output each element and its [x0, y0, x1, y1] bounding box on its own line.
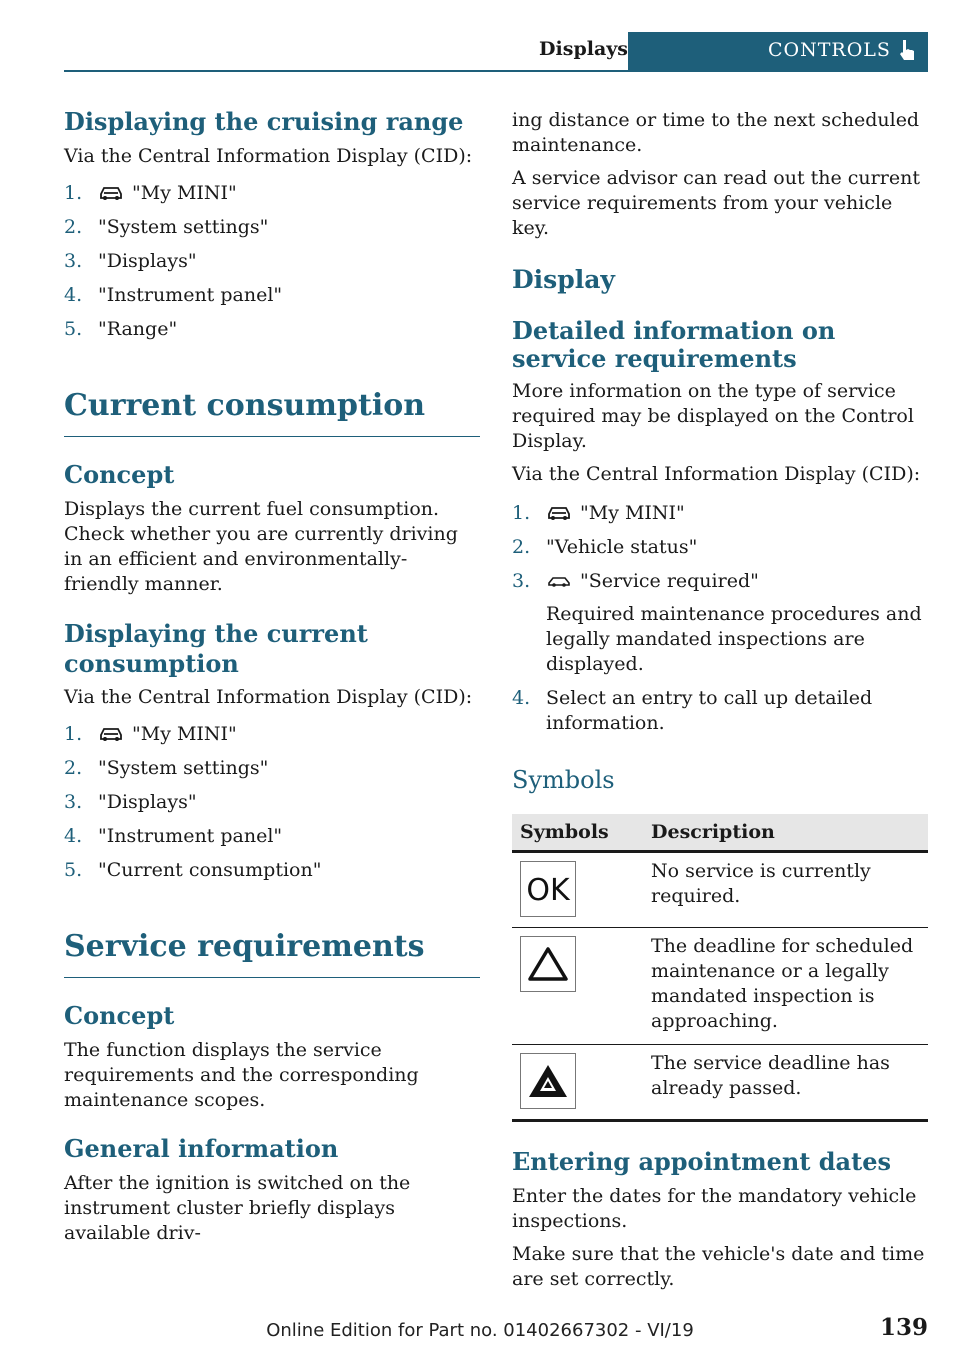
- car-icon: [98, 185, 124, 201]
- concept-title: Concept: [64, 1001, 175, 1030]
- step-text: "Instrument panel": [98, 284, 283, 306]
- detailed-information-text: More information on the type of service required may be displayed on the Control Display.: [512, 380, 914, 452]
- current-consumption-heading: Current consumption: [64, 388, 480, 437]
- symbol-cell: [512, 928, 643, 1045]
- step-text: "Current consumption": [98, 859, 322, 881]
- list-item: [64, 722, 480, 747]
- step-text: "Range": [98, 318, 178, 340]
- ok-symbol-icon: [520, 861, 576, 917]
- step-text: "System settings": [98, 757, 269, 779]
- page-number: 139: [879, 1314, 928, 1341]
- hand-pointer-icon: [896, 38, 918, 64]
- step-text: "Displays": [98, 791, 197, 813]
- table-row: [512, 1045, 928, 1121]
- step-number: 2.: [512, 536, 531, 558]
- list-item: [512, 501, 928, 526]
- step-number: 4.: [64, 284, 83, 306]
- step-number: 1.: [64, 182, 83, 204]
- car-icon: [546, 505, 572, 521]
- concept-title: Concept: [64, 460, 175, 489]
- description-cell: No service is currently required.: [643, 852, 928, 928]
- step-text: "Instrument panel": [98, 825, 283, 847]
- step-text: Select an entry to call up detailed information.: [546, 687, 873, 734]
- display-consumption-intro: Via the Central Information Display (CID):: [64, 686, 473, 708]
- symbol-cell: [512, 1045, 643, 1121]
- description-cell: The service deadline has already passed.: [643, 1045, 928, 1121]
- list-item: [64, 283, 480, 308]
- cruising-range-title: Displaying the cruising range: [64, 107, 464, 136]
- step-text: "Displays": [98, 250, 197, 272]
- service-steps: [512, 501, 928, 736]
- right-column: [512, 108, 928, 1292]
- step-number: 1.: [64, 723, 83, 745]
- step-number: 3.: [64, 250, 83, 272]
- appointment-dates-title: Entering appointment dates: [512, 1147, 891, 1176]
- table-row: [512, 928, 928, 1045]
- concept-text: The function displays the service requirements and the corresponding maintenance scopes.: [64, 1039, 419, 1111]
- car-service-icon: [546, 573, 572, 589]
- header-section-title: Displays: [539, 38, 628, 60]
- column-header-description: Description: [643, 814, 928, 852]
- step-number: 2.: [64, 216, 83, 238]
- display-consumption-title: Displaying the current consumption: [64, 619, 368, 678]
- step-number: 1.: [512, 502, 531, 524]
- symbols-table: [512, 814, 928, 1122]
- display-heading: Display: [512, 265, 615, 294]
- list-item: [512, 569, 928, 677]
- step-text: "My MINI": [132, 182, 237, 204]
- symbols-title: Symbols: [512, 766, 615, 794]
- svg-text:OK: OK: [526, 873, 570, 906]
- appointment-text-1: Enter the dates for the mandatory vehicle inspections.: [512, 1185, 917, 1232]
- symbol-cell: [512, 852, 643, 928]
- step-number: 3.: [512, 570, 531, 592]
- triangle-filled-icon: [520, 1053, 576, 1109]
- triangle-outline-icon: [520, 936, 576, 992]
- list-item: [64, 181, 480, 206]
- step-number: 5.: [64, 859, 83, 881]
- table-header-row: [512, 814, 928, 852]
- service-advisor-text: A service advisor can read out the current service requirements from your vehicle key.: [512, 167, 920, 239]
- list-item: [64, 756, 480, 781]
- step-number: 5.: [64, 318, 83, 340]
- step-text: "System settings": [98, 216, 269, 238]
- step-number: 2.: [64, 757, 83, 779]
- general-information-title: General information: [64, 1134, 339, 1163]
- table-row: [512, 852, 928, 928]
- detailed-information-intro: Via the Central Information Display (CID):: [512, 463, 921, 485]
- detailed-information-title: Detailed information on service requirements: [512, 316, 836, 373]
- header-chapter-label: CONTROLS: [768, 39, 891, 61]
- left-column: [64, 108, 480, 1246]
- step-text: "Service required": [580, 570, 759, 592]
- list-item: [64, 317, 480, 342]
- list-item: [512, 686, 928, 736]
- page-header: [64, 32, 928, 72]
- list-item: [64, 790, 480, 815]
- list-item: [512, 535, 928, 560]
- step-text: "Vehicle status": [546, 536, 698, 558]
- list-item: [64, 824, 480, 849]
- continued-text: ing distance or time to the next scheduled maintenance.: [512, 109, 920, 156]
- header-rule: [64, 70, 928, 72]
- car-icon: [98, 726, 124, 742]
- description-cell: The deadline for scheduled maintenance or a legally mandated inspection is approaching.: [643, 928, 928, 1045]
- step-number: 4.: [512, 687, 531, 709]
- step-subtext: Required maintenance procedures and legally mandated inspections are displayed.: [546, 603, 922, 675]
- cruising-range-steps: [64, 181, 480, 342]
- cruising-range-intro: Via the Central Information Display (CID):: [64, 145, 473, 167]
- list-item: [64, 249, 480, 274]
- list-item: [64, 215, 480, 240]
- concept-text: Displays the current fuel consumption. Check whether you are currently driving in an efficient and environmentally-friendly manner.: [64, 498, 458, 595]
- step-number: 3.: [64, 791, 83, 813]
- step-text: "My MINI": [132, 723, 237, 745]
- appointment-text-2: Make sure that the vehicle's date and time are set correctly.: [512, 1243, 925, 1290]
- service-requirements-heading: Service requirements: [64, 929, 480, 978]
- column-header-symbols: Symbols: [512, 814, 643, 852]
- header-chapter-tab: [628, 32, 928, 70]
- list-item: [64, 858, 480, 883]
- consumption-steps: [64, 722, 480, 883]
- step-text: "My MINI": [580, 502, 685, 524]
- step-number: 4.: [64, 825, 83, 847]
- general-information-text: After the ignition is switched on the instrument cluster briefly displays available driv-: [64, 1172, 411, 1244]
- footer-edition: Online Edition for Part no. 01402667302 - VI/19: [266, 1320, 694, 1341]
